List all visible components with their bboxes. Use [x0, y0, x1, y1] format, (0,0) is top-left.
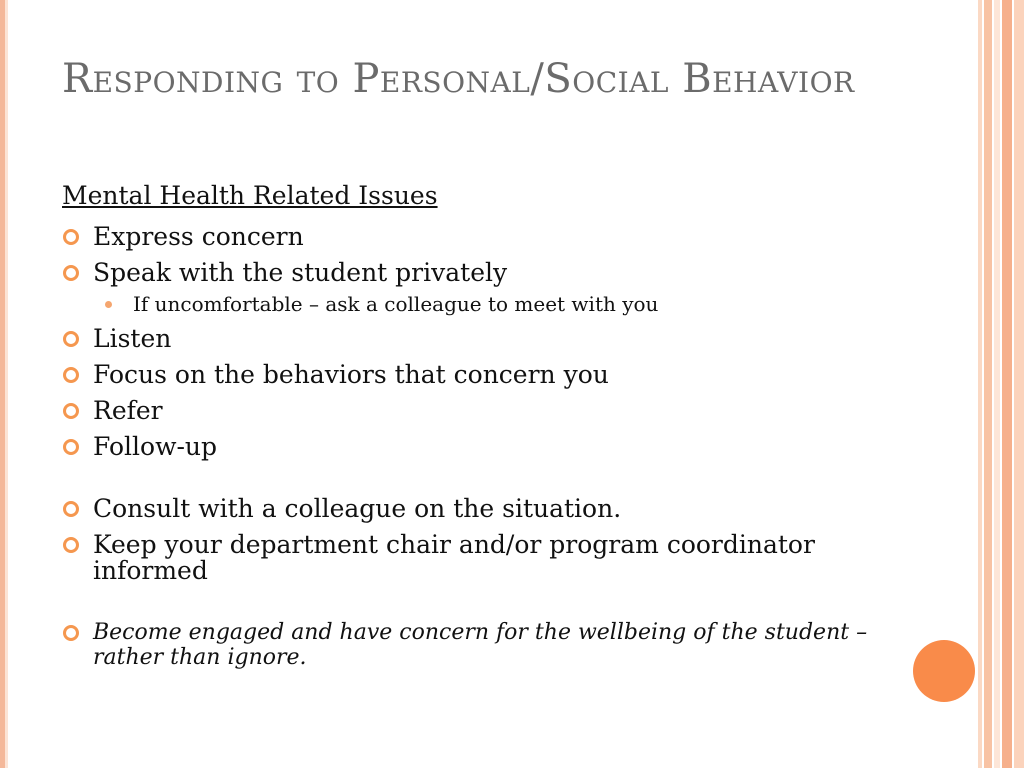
sub-bullet-item: [62, 292, 922, 316]
ring-bullet-icon: [63, 537, 79, 553]
bullet-item: [62, 496, 922, 522]
bullet-item: [62, 224, 922, 250]
bullet-text: Keep your department chair and/or program coordinator informed: [93, 530, 815, 585]
spacer: [62, 584, 922, 610]
bullet-item: [62, 362, 922, 388]
left-border-stripe-inner: [5, 0, 8, 768]
right-stripe-3: [994, 0, 1000, 768]
bullet-text: Speak with the student privately: [93, 258, 508, 287]
ring-bullet-icon: [63, 265, 79, 281]
bullet-item: [62, 326, 922, 352]
slide-title: Responding to Personal/Social Behavior: [62, 56, 855, 102]
bullet-item: [62, 434, 922, 460]
section-heading: Mental Health Related Issues: [62, 181, 438, 210]
sub-bullet-text: If uncomfortable – ask a colleague to meet with you: [133, 292, 659, 316]
ring-bullet-icon: [63, 331, 79, 347]
right-stripe-2: [984, 0, 992, 768]
ring-bullet-icon: [63, 501, 79, 517]
spacer: [62, 460, 922, 486]
right-stripe-5: [1014, 0, 1024, 768]
bullet-text: Follow-up: [93, 432, 218, 461]
decorative-circle: [913, 640, 975, 702]
dot-bullet-icon: [105, 301, 112, 308]
bullet-item: [62, 532, 922, 584]
bullet-text: Refer: [93, 396, 163, 425]
closing-bullet-text: Become engaged and have concern for the wellbeing of the student – rather than ignore.: [93, 620, 868, 670]
ring-bullet-icon: [63, 403, 79, 419]
right-stripe-4: [1002, 0, 1012, 768]
bullet-text: Consult with a colleague on the situation.: [93, 494, 622, 523]
bullet-item-closing: [62, 620, 922, 670]
bullet-item: [62, 398, 922, 424]
ring-bullet-icon: [63, 625, 79, 641]
bullet-text: Focus on the behaviors that concern you: [93, 360, 609, 389]
slide-content: [62, 178, 922, 670]
bullet-text: Express concern: [93, 222, 304, 251]
ring-bullet-icon: [63, 439, 79, 455]
bullet-item: [62, 260, 922, 286]
ring-bullet-icon: [63, 367, 79, 383]
right-stripe-1: [978, 0, 982, 768]
ring-bullet-icon: [63, 229, 79, 245]
bullet-text: Listen: [93, 324, 172, 353]
